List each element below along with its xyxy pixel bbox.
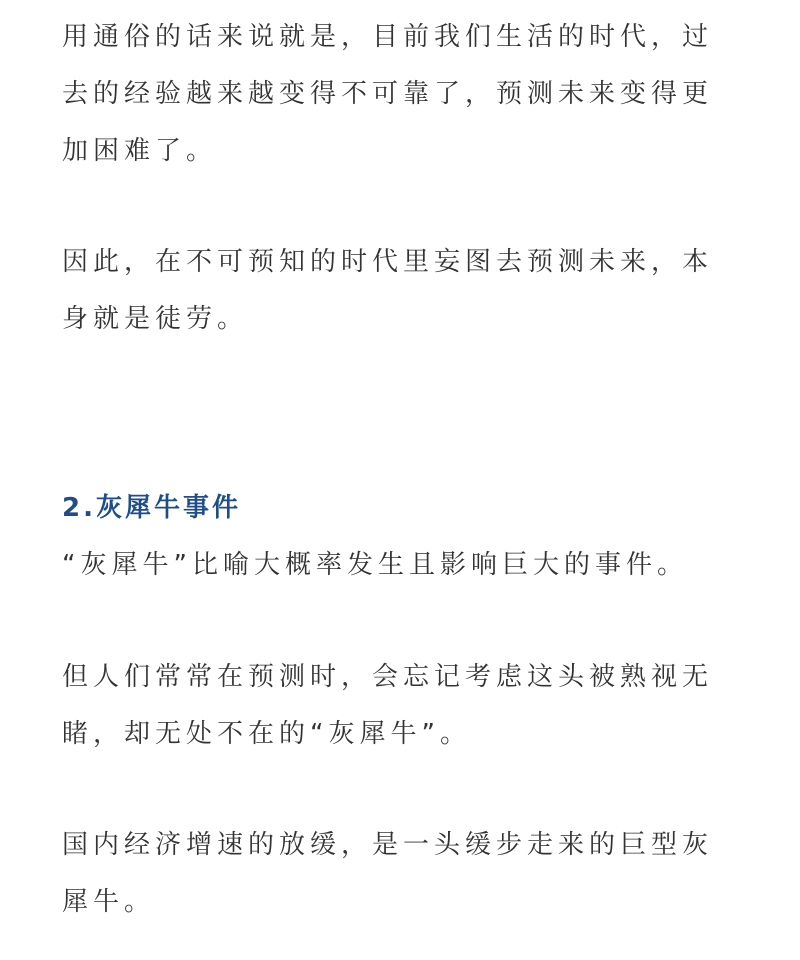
paragraph-prediction-futile: 因此，在不可预知的时代里妄图去预测未来，本身就是徒劳。 — [62, 247, 714, 334]
paragraph-uncertain-era: 用通俗的话来说就是，目前我们生活的时代，过去的经验越来越变得不可靠了，预测未来变得更加困难了。 — [62, 22, 714, 166]
paragraph-gray-rhino-ignored: 但人们常常在预测时，会忘记考虑这头被熟视无睹，却无处不在的“灰犀牛”。 — [62, 662, 714, 749]
paragraph-economic-slowdown: 国内经济增速的放缓，是一头缓步走来的巨型灰犀牛。 — [62, 830, 714, 917]
section-heading-gray-rhino: 2.灰犀牛事件 — [62, 493, 241, 523]
paragraph-gray-rhino-definition: “灰犀牛”比喻大概率发生且影响巨大的事件。 — [62, 550, 688, 580]
